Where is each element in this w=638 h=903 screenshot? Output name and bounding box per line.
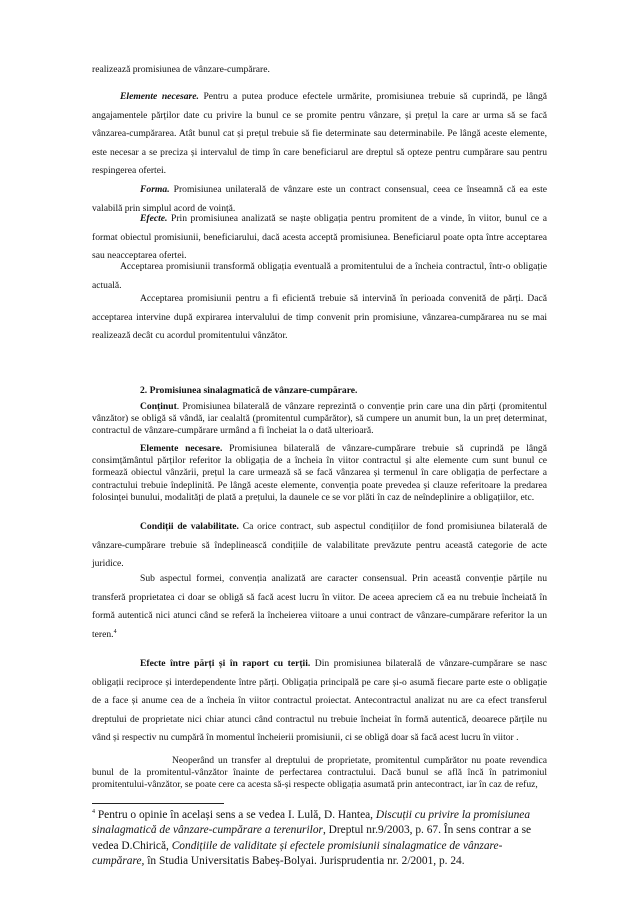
footnote-text: , Dreptul nr.9/2003, p. 67. În sens contrar a se vedea D.Chirică, xyxy=(92,824,532,852)
paragraph-text: Promisiunea bilaterală de vânzare-cumpărare trebuie să cuprindă pe lângă consimțământul părților referitor la obligația de a încheia în viitor contractul și alte elemente cum sunt bunul ce formează obiectul vânzării, prețul la care urmează să se facă vânzarea și termenul în care obligația de perfectare a contractului trebuie îndeplinită. Pe lângă aceste elemente, convenția poate prevedea și clauze referitoare la predarea folosinței bunului, modalități de plată a prețului, la daunele ce se vor plăti în caz de neîndeplinire a obligațiilor, etc. xyxy=(92,443,547,503)
paragraph-text: . Promisiunea bilaterală de vânzare reprezintă o convenție prin care una din părți (promitentul vânzător) se obligă să vândă, iar cealaltă (promitentul cumpărător), să cumpere un anumit bun, la un preț determinat, contractul de vânzare-cumpărare urmând a fi încheiat la o dată ulterioară. xyxy=(92,401,547,437)
paragraph-conditii-valabilitate xyxy=(92,518,547,574)
paragraph-label: Elemente necesare. xyxy=(120,91,199,102)
footnote-title: Condițiile de validitate și efectele promisiunii sinalagmatice de vânzare-cumpărare, xyxy=(92,839,503,867)
footnote-title: Discuții cu privire la promisiunea sinalagmatică de vânzare-cumpărare a terenurilor xyxy=(92,809,531,837)
paragraph-intro-end xyxy=(92,61,547,80)
paragraph-label: Efecte. xyxy=(140,213,168,224)
paragraph-text: Promisiunea unilaterală de vânzare este un contract consensual, ceea ce înseamnă că ea este valabilă prin simplul acord de voință. xyxy=(92,184,547,214)
paragraph-text: Prin promisiunea analizată se naște obligația pentru promitent de a vinde, în viitor, bunul ce a format obiectul promisiunii, beneficiarului, dacă acesta acceptă promisiunea. Beneficiarul poate opta între acceptarea sau neacceptarea ofertei. xyxy=(92,213,547,262)
footnote xyxy=(92,808,547,869)
paragraph-text: Din promisiunea bilaterală de vânzare-cumpărare se nasc obligații reciproce și interdependente între părți. Obligația principală pe care și-o asumă fiecare parte este o obligație de a face și anume cea de a încheia în viitor contractul proiectat. Antecontractul analizat nu are ca efect transferul dreptului de proprietate nici chiar atunci când contractul nu trebuie încheiat în formă autentică, deoarece părțile nu vând și respectiv nu cumpără în momentul încheierii promisiunii, ci se obligă doar să facă acest lucru în viitor . xyxy=(92,658,547,744)
footnote-reference: 4 xyxy=(113,628,117,635)
footnote-text: Pentru o opinie în același sens a se vedea I. Lulă, D. Hantea, xyxy=(95,809,376,821)
paragraph-neoperand xyxy=(92,755,547,792)
paragraph-label: Efecte între părți și în raport cu terții. xyxy=(140,658,311,669)
paragraph-text: Acceptarea promisiunii transformă obligația eventuală a promitentului de a încheia contractul, într-o obligație actuală. xyxy=(92,261,547,291)
paragraph-text: Ca orice contract, sub aspectul condițiilor de fond promisiunea bilaterală de vânzare-cumpărare trebuie să îndeplinească condițiile de valabilitate prevăzute pentru această categorie de acte juridice. xyxy=(92,521,547,570)
paragraph-text: Pentru a putea produce efectele urmărite, promisiunea trebuie să cuprindă, pe lângă angajamentele părților date cu privire la bunul ce se promite pentru vânzare, și prețul la care ar urma să se facă vânzarea-cumpărarea. Atât bunul cat și prețul trebuie să fie determinate sau determinabile. Pe lângă aceste elemente, este necesar a se preciza și intervalul de timp în care beneficiarul are dreptul să opteze pentru cumpărare sau pentru respingerea ofertei. xyxy=(92,91,547,177)
paragraph-text: Neoperând un transfer al dreptului de proprietate, promitentul cumpărător nu poate revendica bunul de la promitentul-vânzător înainte de perfectarea contractului. Dacă bunul se află încă în patrimoniul promitentului-vânzător, se poate cere ca acesta să-și respecte obligația asumată prin antecontract, iar în caz de refuz, xyxy=(92,755,547,791)
paragraph-label: Forma. xyxy=(140,184,170,195)
paragraph-label: Condiții de valabilitate. xyxy=(140,521,239,532)
footnote-divider xyxy=(92,803,224,804)
paragraph-acceptarea-eficienta xyxy=(92,290,547,346)
paragraph-text: Acceptarea promisiunii pentru a fi eficientă trebuie să intervină în perioada convenită de părți. Dacă acceptarea intervine după expirarea intervalului de timp convenit prin promisiune, vânzarea-cumpărarea nu se mai realizează decât cu acordul promitentului vânzător. xyxy=(92,293,547,342)
paragraph-text: Sub aspectul formei, convenția analizată are caracter consensual. Prin această convenție părțile nu transferă proprietatea ci doar se obligă să facă acest lucru în viitor. De aceea apreciem că ea nu trebuie încheiată în formă autentică nici atunci când se referă la încheierea viitoare a unui contract de vânzare-cumpărare referitor la un teren. xyxy=(92,573,547,640)
footnote-text: în Studia Universitatis Babeș-Bolyai. Jurisprudentia nr. 2/2001, p. 24. xyxy=(144,854,465,867)
paragraph-text: realizează promisiunea de vânzare-cumpărare. xyxy=(92,64,270,75)
paragraph-continut xyxy=(92,401,547,438)
footnote-number: 4 xyxy=(92,809,95,816)
paragraph-label: Conținut xyxy=(140,401,177,412)
paragraph-label: Elemente necesare. xyxy=(140,443,223,454)
paragraph-elemente-necesare xyxy=(92,88,547,181)
paragraph-elemente-necesare-bilateral xyxy=(92,443,547,504)
paragraph-efecte-terti xyxy=(92,655,547,748)
paragraph-forma-conventiei xyxy=(92,570,547,644)
section-heading: 2. Promisiunea sinalagmatică de vânzare-cumpărare. xyxy=(140,385,358,396)
